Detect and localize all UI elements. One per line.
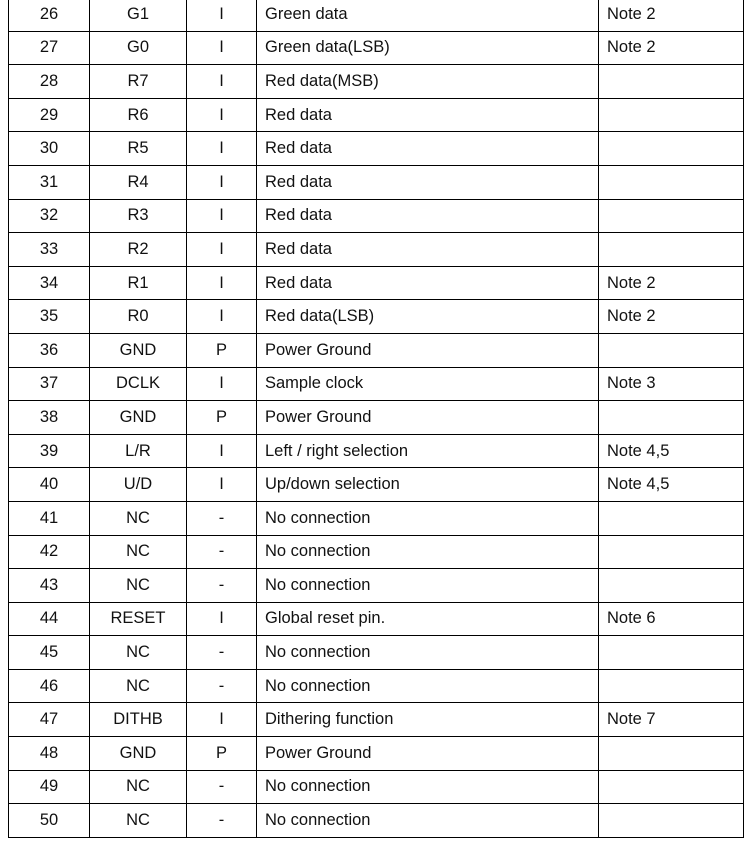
pin-number-cell: 38: [9, 401, 90, 435]
description-cell: Global reset pin.: [257, 602, 599, 636]
table-row: [9, 703, 744, 737]
description-cell: Power Ground: [257, 401, 599, 435]
table-row: [9, 535, 744, 569]
pin-number-cell: 44: [9, 602, 90, 636]
table-row: [9, 434, 744, 468]
io-type-cell: I: [187, 703, 257, 737]
table-row: [9, 0, 744, 31]
note-cell: [599, 132, 744, 166]
note-cell: [599, 569, 744, 603]
note-cell: Note 4,5: [599, 434, 744, 468]
pin-number-cell: 49: [9, 770, 90, 804]
io-type-cell: -: [187, 501, 257, 535]
symbol-cell: NC: [90, 636, 187, 670]
note-cell: [599, 165, 744, 199]
description-cell: Red data: [257, 165, 599, 199]
description-cell: No connection: [257, 535, 599, 569]
symbol-cell: R4: [90, 165, 187, 199]
io-type-cell: I: [187, 31, 257, 65]
description-cell: Green data: [257, 0, 599, 31]
table-row: [9, 165, 744, 199]
pin-number-cell: 46: [9, 669, 90, 703]
description-cell: Red data(LSB): [257, 300, 599, 334]
description-cell: Power Ground: [257, 737, 599, 771]
io-type-cell: I: [187, 602, 257, 636]
io-type-cell: I: [187, 434, 257, 468]
note-cell: Note 7: [599, 703, 744, 737]
symbol-cell: R5: [90, 132, 187, 166]
description-cell: Red data: [257, 199, 599, 233]
io-type-cell: P: [187, 737, 257, 771]
io-type-cell: -: [187, 804, 257, 838]
table-row: [9, 636, 744, 670]
table-row: [9, 132, 744, 166]
symbol-cell: R1: [90, 266, 187, 300]
pin-number-cell: 42: [9, 535, 90, 569]
description-cell: No connection: [257, 569, 599, 603]
note-cell: [599, 770, 744, 804]
table-row: [9, 804, 744, 838]
pin-number-cell: 28: [9, 65, 90, 99]
io-type-cell: -: [187, 669, 257, 703]
note-cell: [599, 333, 744, 367]
io-type-cell: -: [187, 569, 257, 603]
pin-number-cell: 39: [9, 434, 90, 468]
io-type-cell: P: [187, 401, 257, 435]
description-cell: Dithering function: [257, 703, 599, 737]
table-row: [9, 669, 744, 703]
symbol-cell: R2: [90, 233, 187, 267]
note-cell: Note 2: [599, 31, 744, 65]
pin-number-cell: 29: [9, 98, 90, 132]
note-cell: Note 2: [599, 0, 744, 31]
io-type-cell: I: [187, 300, 257, 334]
pin-number-cell: 40: [9, 468, 90, 502]
symbol-cell: G1: [90, 0, 187, 31]
note-cell: [599, 636, 744, 670]
note-cell: [599, 737, 744, 771]
pin-number-cell: 43: [9, 569, 90, 603]
table-row: [9, 602, 744, 636]
note-cell: Note 6: [599, 602, 744, 636]
table-row: [9, 569, 744, 603]
pin-number-cell: 26: [9, 0, 90, 31]
symbol-cell: NC: [90, 535, 187, 569]
description-cell: Power Ground: [257, 333, 599, 367]
description-cell: Red data: [257, 98, 599, 132]
pin-number-cell: 37: [9, 367, 90, 401]
table-row: [9, 401, 744, 435]
note-cell: [599, 233, 744, 267]
description-cell: Left / right selection: [257, 434, 599, 468]
io-type-cell: -: [187, 636, 257, 670]
io-type-cell: -: [187, 770, 257, 804]
note-cell: Note 3: [599, 367, 744, 401]
table-row: [9, 468, 744, 502]
table-row: [9, 233, 744, 267]
pin-number-cell: 32: [9, 199, 90, 233]
io-type-cell: I: [187, 165, 257, 199]
io-type-cell: I: [187, 0, 257, 31]
symbol-cell: G0: [90, 31, 187, 65]
pin-number-cell: 34: [9, 266, 90, 300]
note-cell: [599, 804, 744, 838]
symbol-cell: R7: [90, 65, 187, 99]
note-cell: [599, 98, 744, 132]
symbol-cell: NC: [90, 770, 187, 804]
pin-number-cell: 47: [9, 703, 90, 737]
pin-number-cell: 41: [9, 501, 90, 535]
io-type-cell: P: [187, 333, 257, 367]
table-row: [9, 501, 744, 535]
symbol-cell: NC: [90, 501, 187, 535]
symbol-cell: U/D: [90, 468, 187, 502]
io-type-cell: I: [187, 65, 257, 99]
pin-number-cell: 45: [9, 636, 90, 670]
io-type-cell: -: [187, 535, 257, 569]
io-type-cell: I: [187, 266, 257, 300]
description-cell: No connection: [257, 636, 599, 670]
symbol-cell: NC: [90, 804, 187, 838]
table-row: [9, 98, 744, 132]
description-cell: Up/down selection: [257, 468, 599, 502]
symbol-cell: DITHB: [90, 703, 187, 737]
table-row: [9, 31, 744, 65]
symbol-cell: R0: [90, 300, 187, 334]
note-cell: [599, 669, 744, 703]
note-cell: [599, 401, 744, 435]
table-row: [9, 770, 744, 804]
note-cell: [599, 199, 744, 233]
io-type-cell: I: [187, 233, 257, 267]
table-row: [9, 367, 744, 401]
pin-number-cell: 36: [9, 333, 90, 367]
pin-number-cell: 31: [9, 165, 90, 199]
symbol-cell: GND: [90, 333, 187, 367]
io-type-cell: I: [187, 468, 257, 502]
symbol-cell: NC: [90, 669, 187, 703]
description-cell: Red data(MSB): [257, 65, 599, 99]
io-type-cell: I: [187, 367, 257, 401]
symbol-cell: R6: [90, 98, 187, 132]
io-type-cell: I: [187, 98, 257, 132]
pin-number-cell: 33: [9, 233, 90, 267]
pin-number-cell: 30: [9, 132, 90, 166]
note-cell: Note 4,5: [599, 468, 744, 502]
table-row: [9, 266, 744, 300]
description-cell: Red data: [257, 266, 599, 300]
description-cell: No connection: [257, 669, 599, 703]
pin-number-cell: 35: [9, 300, 90, 334]
io-type-cell: I: [187, 199, 257, 233]
pin-number-cell: 48: [9, 737, 90, 771]
table-row: [9, 65, 744, 99]
table-row: [9, 300, 744, 334]
symbol-cell: DCLK: [90, 367, 187, 401]
table-row: [9, 737, 744, 771]
io-type-cell: I: [187, 132, 257, 166]
pin-assignment-table: [8, 0, 744, 838]
symbol-cell: GND: [90, 401, 187, 435]
note-cell: [599, 65, 744, 99]
description-cell: Sample clock: [257, 367, 599, 401]
note-cell: Note 2: [599, 300, 744, 334]
table-row: [9, 199, 744, 233]
pin-number-cell: 50: [9, 804, 90, 838]
note-cell: [599, 501, 744, 535]
description-cell: Red data: [257, 132, 599, 166]
table-row: [9, 333, 744, 367]
symbol-cell: R3: [90, 199, 187, 233]
description-cell: Green data(LSB): [257, 31, 599, 65]
pin-number-cell: 27: [9, 31, 90, 65]
symbol-cell: RESET: [90, 602, 187, 636]
description-cell: No connection: [257, 770, 599, 804]
symbol-cell: GND: [90, 737, 187, 771]
description-cell: No connection: [257, 804, 599, 838]
pin-table-body: [9, 0, 744, 837]
symbol-cell: NC: [90, 569, 187, 603]
note-cell: [599, 535, 744, 569]
note-cell: Note 2: [599, 266, 744, 300]
description-cell: No connection: [257, 501, 599, 535]
symbol-cell: L/R: [90, 434, 187, 468]
description-cell: Red data: [257, 233, 599, 267]
